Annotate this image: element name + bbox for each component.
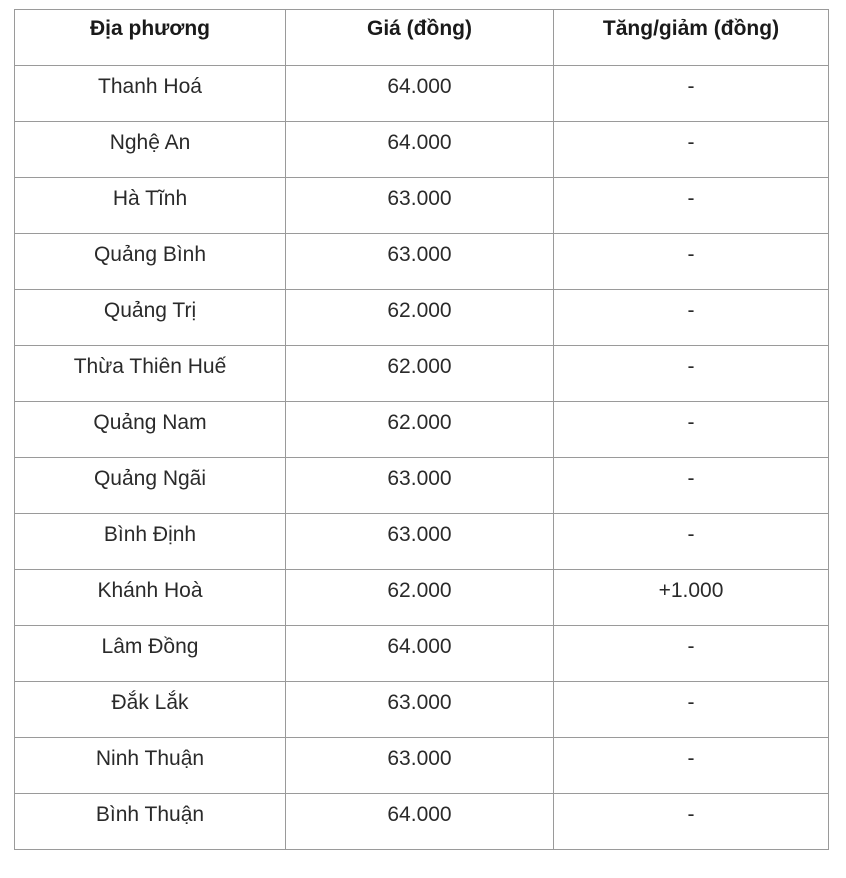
table-row <box>15 626 829 682</box>
header-row <box>15 10 829 66</box>
table-row <box>15 122 829 178</box>
location-cell: Ninh Thuận <box>15 738 286 794</box>
table-row <box>15 514 829 570</box>
location-cell: Đắk Lắk <box>15 682 286 738</box>
location-cell: Bình Định <box>15 514 286 570</box>
price-cell: 63.000 <box>286 458 554 514</box>
change-cell: - <box>554 234 829 290</box>
price-cell: 62.000 <box>286 290 554 346</box>
price-cell: 62.000 <box>286 570 554 626</box>
location-cell: Quảng Ngãi <box>15 458 286 514</box>
change-cell: - <box>554 66 829 122</box>
change-cell: - <box>554 290 829 346</box>
header-price: Giá (đồng) <box>286 10 554 66</box>
location-cell: Quảng Trị <box>15 290 286 346</box>
change-cell: - <box>554 458 829 514</box>
change-cell: - <box>554 346 829 402</box>
change-cell: - <box>554 514 829 570</box>
table-row <box>15 346 829 402</box>
price-cell: 63.000 <box>286 738 554 794</box>
change-cell: +1.000 <box>554 570 829 626</box>
table-body <box>15 66 829 850</box>
table-row <box>15 234 829 290</box>
price-cell: 63.000 <box>286 514 554 570</box>
price-cell: 64.000 <box>286 66 554 122</box>
price-cell: 64.000 <box>286 626 554 682</box>
change-cell: - <box>554 402 829 458</box>
change-cell: - <box>554 626 829 682</box>
table-row <box>15 794 829 850</box>
location-cell: Thừa Thiên Huế <box>15 346 286 402</box>
table-row <box>15 458 829 514</box>
table-row <box>15 290 829 346</box>
location-cell: Lâm Đồng <box>15 626 286 682</box>
table-row <box>15 402 829 458</box>
table-row <box>15 178 829 234</box>
change-cell: - <box>554 122 829 178</box>
price-cell: 62.000 <box>286 346 554 402</box>
location-cell: Nghệ An <box>15 122 286 178</box>
price-cell: 64.000 <box>286 794 554 850</box>
price-table-container <box>14 9 828 850</box>
change-cell: - <box>554 178 829 234</box>
change-cell: - <box>554 682 829 738</box>
location-cell: Hà Tĩnh <box>15 178 286 234</box>
location-cell: Bình Thuận <box>15 794 286 850</box>
location-cell: Khánh Hoà <box>15 570 286 626</box>
price-cell: 63.000 <box>286 178 554 234</box>
price-table <box>14 9 829 850</box>
table-header <box>15 10 829 66</box>
change-cell: - <box>554 738 829 794</box>
price-cell: 62.000 <box>286 402 554 458</box>
price-cell: 63.000 <box>286 682 554 738</box>
location-cell: Quảng Bình <box>15 234 286 290</box>
table-row <box>15 738 829 794</box>
location-cell: Thanh Hoá <box>15 66 286 122</box>
table-row <box>15 682 829 738</box>
header-location: Địa phương <box>15 10 286 66</box>
price-cell: 63.000 <box>286 234 554 290</box>
change-cell: - <box>554 794 829 850</box>
table-row <box>15 570 829 626</box>
location-cell: Quảng Nam <box>15 402 286 458</box>
header-change: Tăng/giảm (đồng) <box>554 10 829 66</box>
table-row <box>15 66 829 122</box>
price-cell: 64.000 <box>286 122 554 178</box>
